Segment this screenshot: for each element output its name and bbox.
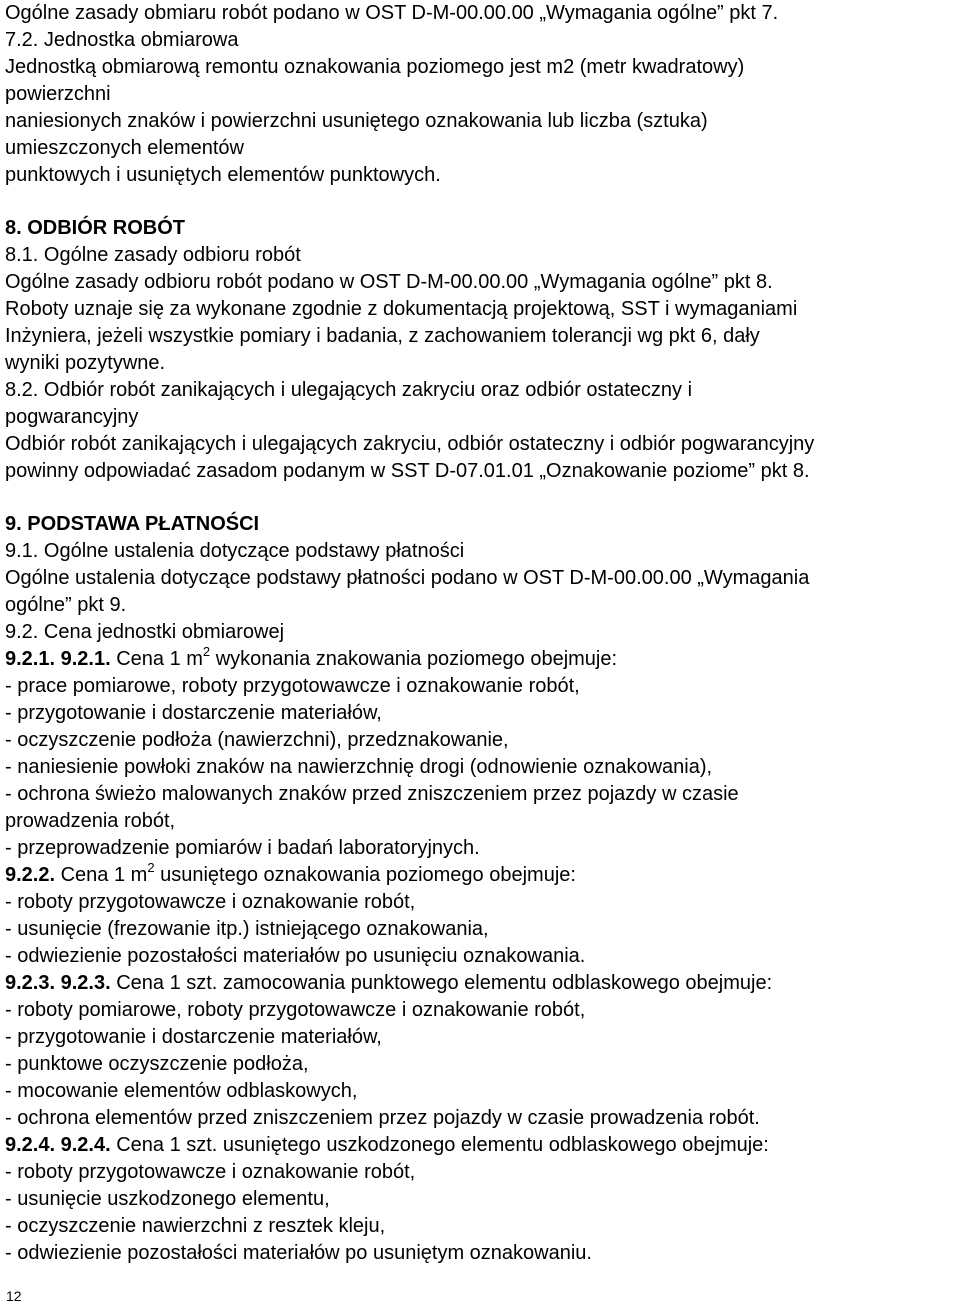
paragraph-line: Ogólne zasady odbioru robót podano w OST D-M-00.00.00 „Wymagania ogólne” pkt 8. [5,271,773,293]
list-item: - mocowanie elementów odblaskowych, [5,1080,358,1102]
list-item: - prace pomiarowe, roboty przygotowawcze i oznakowanie robót, [5,675,580,697]
paragraph-line: Jednostką obmiarową remontu oznakowania poziomego jest m2 (metr kwadratowy) [5,56,745,78]
clause-text: Cena 1 m [110,648,203,670]
page-number: 12 [6,1288,22,1304]
list-item: - roboty przygotowawcze i oznakowanie robót, [5,1161,416,1183]
subsection-title: pogwarancyjny [5,406,139,428]
list-item: - usunięcie (frezowanie itp.) istniejącego oznakowania, [5,918,489,940]
paragraph-line: punktowych i usuniętych elementów punktowych. [5,164,441,186]
spacer [5,485,957,511]
paragraph-line: Odbiór robót zanikających i ulegających zakryciu, odbiór ostateczny i odbiór pogwarancyjny [5,433,815,455]
superscript: 2 [147,860,155,876]
paragraph-line: Ogólne zasady obmiaru robót podano w OST D-M-00.00.00 „Wymagania ogólne” pkt 7. [5,2,779,24]
paragraph-line: umieszczonych elementów [5,137,244,159]
section-8 [5,215,957,485]
section-heading: 8. ODBIÓR ROBÓT [5,217,186,239]
paragraph-line: powierzchni [5,83,111,105]
paragraph-line: wyniki pozytywne. [5,352,166,374]
clause-number: 9.2.2. [5,864,56,886]
list-item: - ochrona elementów przed zniszczeniem przez pojazdy w czasie prowadzenia robót. [5,1107,760,1129]
clause-9-2-2 [5,862,957,889]
clause-number: 9.2.1. 9.2.1. [5,648,111,670]
paragraph-line: Roboty uznaje się za wykonane zgodnie z dokumentacją projektową, SST i wymaganiami [5,298,798,320]
list-item: - oczyszczenie nawierzchni z resztek kleju, [5,1215,386,1237]
paragraph-line: Ogólne ustalenia dotyczące podstawy płatności podano w OST D-M-00.00.00 „Wymagania [5,567,810,589]
clause-text: Cena 1 m [55,864,148,886]
paragraph-line: powinny odpowiadać zasadom podanym w SST D-07.01.01 „Oznakowanie poziome” pkt 8. [5,460,810,482]
list-item: - odwiezienie pozostałości materiałów po usunięciu oznakowania. [5,945,586,967]
clause-9-2-3 [5,970,957,997]
clause-9-2-1 [5,646,957,673]
subsection-title: 8.1. Ogólne zasady odbioru robót [5,244,301,266]
section-7-tail [5,0,957,189]
paragraph-line: naniesionych znaków i powierzchni usuniętego oznakowania lub liczba (sztuka) [5,110,708,132]
list-item: - przygotowanie i dostarczenie materiałów, [5,702,382,724]
subsection-title: 9.2. Cena jednostki obmiarowej [5,621,285,643]
subsection-title: 8.2. Odbiór robót zanikających i ulegających zakryciu oraz odbiór ostateczny i [5,379,693,401]
clause-text: Cena 1 szt. usuniętego uszkodzonego elementu odblaskowego obejmuje: [110,1134,769,1156]
section-heading: 9. PODSTAWA PŁATNOŚCI [5,513,260,535]
list-item: - odwiezienie pozostałości materiałów po usuniętym oznakowaniu. [5,1242,592,1264]
list-item: - naniesienie powłoki znaków na nawierzchnię drogi (odnowienie oznakowania), [5,756,713,778]
clause-9-2-4 [5,1132,957,1159]
subsection-title: 9.1. Ogólne ustalenia dotyczące podstawy płatności [5,540,465,562]
list-item: prowadzenia robót, [5,810,176,832]
section-7-2-title: 7.2. Jednostka obmiarowa [5,29,239,51]
list-item: - przygotowanie i dostarczenie materiałów, [5,1026,382,1048]
clause-text: Cena 1 szt. zamocowania punktowego elementu odblaskowego obejmuje: [110,972,773,994]
spacer [5,189,957,215]
list-item: - roboty pomiarowe, roboty przygotowawcze i oznakowanie robót, [5,999,586,1021]
document-page [5,0,957,1267]
superscript: 2 [202,644,211,660]
list-item: - roboty przygotowawcze i oznakowanie robót, [5,891,416,913]
clause-text: wykonania znakowania poziomego obejmuje: [210,648,618,670]
clause-number: 9.2.3. 9.2.3. [5,972,111,994]
list-item: - oczyszczenie podłoża (nawierzchni), przedznakowanie, [5,729,509,751]
paragraph-line: ogólne” pkt 9. [5,594,127,616]
list-item: - ochrona świeżo malowanych znaków przed zniszczeniem przez pojazdy w czasie [5,783,739,805]
list-item: - przeprowadzenie pomiarów i badań laboratoryjnych. [5,837,480,859]
clause-number: 9.2.4. 9.2.4. [5,1134,111,1156]
paragraph-line: Inżyniera, jeżeli wszystkie pomiary i badania, z zachowaniem tolerancji wg pkt 6, dały [5,325,760,347]
list-item: - punktowe oczyszczenie podłoża, [5,1053,309,1075]
list-item: - usunięcie uszkodzonego elementu, [5,1188,330,1210]
clause-text: usuniętego oznakowania poziomego obejmuje: [154,864,576,886]
section-9 [5,511,957,1267]
